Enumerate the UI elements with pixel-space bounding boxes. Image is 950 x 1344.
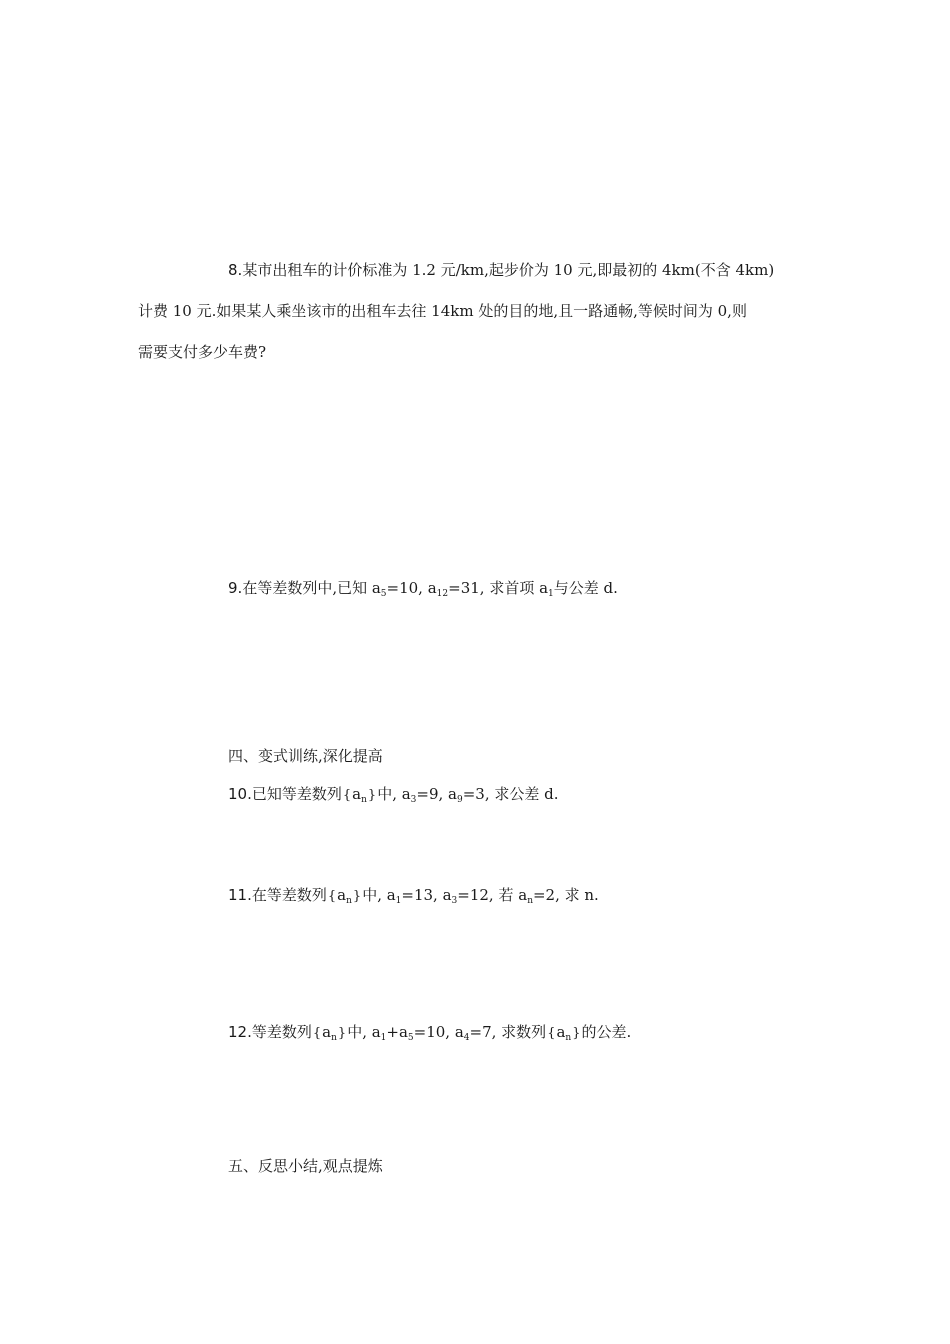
problem-8-text-1: 某市出租车的计价标准为 1.2 元/km,起步价为 10 元,即最初的 4km(不含 4km)	[242, 261, 775, 279]
subscript: n	[361, 795, 367, 805]
problem-8-number: 8.	[228, 261, 243, 279]
problem-12-text: 等差数列	[251, 1023, 312, 1041]
problem-10-number: 10.	[228, 785, 252, 803]
problem-9-text: 与公差 d.	[553, 579, 618, 597]
sequence-term: a	[556, 1023, 566, 1041]
section-4-heading: 四、变式训练,深化提高	[228, 747, 383, 765]
sequence-term: a	[322, 1023, 332, 1041]
problem-11-text: 中, a	[362, 886, 396, 904]
brace: {	[327, 889, 337, 904]
subscript: 5	[407, 1033, 414, 1043]
section-5-heading: 五、反思小结,观点提炼	[228, 1157, 383, 1175]
problem-8-line-2: 计费 10 元.如果某人乘坐该市的出租车去往 14km 处的目的地,且一路通畅,等候时间为 0,则	[138, 302, 747, 320]
problem-11-text: =13, a	[401, 886, 452, 904]
problem-12-text: =10, a	[413, 1023, 464, 1041]
brace: }	[572, 1026, 581, 1041]
subscript: 3	[451, 896, 458, 906]
brace: }	[337, 1026, 347, 1041]
problem-8-line-1	[228, 260, 774, 280]
problem-9-text: =31, 求首项 a	[448, 579, 549, 597]
subscript: 12	[436, 589, 449, 599]
problem-12-text: 中, a	[347, 1023, 381, 1041]
problem-11-text: 在等差数列	[251, 886, 327, 904]
subscript: n	[527, 896, 533, 906]
problem-10	[228, 784, 559, 806]
problem-10-text: 已知等差数列	[251, 785, 342, 803]
subscript: 4	[463, 1033, 470, 1043]
problem-8-line-3: 需要支付多少车费?	[138, 343, 267, 361]
brace: }	[367, 788, 377, 803]
problem-12	[228, 1022, 631, 1044]
problem-12-text: 的公差.	[581, 1023, 632, 1041]
brace: {	[312, 1026, 322, 1041]
subscript: 1	[548, 589, 554, 599]
subscript: 1	[395, 896, 402, 906]
subscript: 3	[410, 795, 417, 805]
problem-11-text: =2, 求 n.	[532, 886, 599, 904]
problem-11-text: =12, 若 a	[457, 886, 528, 904]
subscript: 5	[380, 589, 387, 599]
problem-9-text: 在等差数列中,已知 a	[242, 579, 381, 597]
problem-12-text: =7, 求数列	[469, 1023, 547, 1041]
problem-10-text: =3, 求公差 d.	[462, 785, 559, 803]
subscript: n	[331, 1033, 337, 1043]
brace: {	[342, 788, 352, 803]
subscript: 9	[457, 795, 463, 805]
problem-10-text: =9, a	[416, 785, 457, 803]
brace: }	[352, 889, 362, 904]
problem-9-text: =10, a	[386, 579, 437, 597]
problem-9	[228, 578, 618, 598]
subscript: 1	[380, 1033, 387, 1043]
subscript: n	[346, 896, 352, 906]
problem-12-number: 12.	[228, 1023, 252, 1041]
sequence-term: a	[352, 785, 362, 803]
subscript: n	[565, 1033, 572, 1043]
brace: {	[547, 1026, 556, 1041]
sequence-term: a	[337, 886, 347, 904]
problem-12-text: +a	[386, 1023, 408, 1041]
problem-9-number: 9.	[228, 579, 243, 597]
problem-11	[228, 885, 599, 907]
problem-11-number: 11.	[228, 886, 252, 904]
problem-10-text: 中, a	[377, 785, 411, 803]
